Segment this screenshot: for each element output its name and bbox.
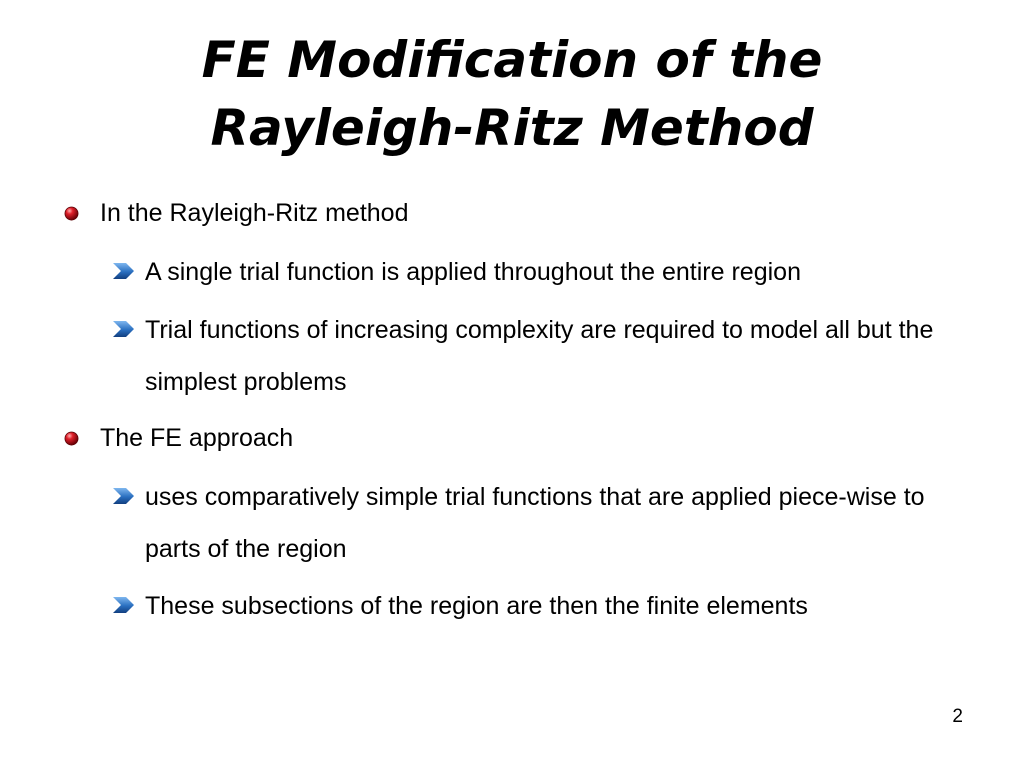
sub-bullet-item	[112, 471, 972, 575]
blue-arrow-bullet-icon	[112, 261, 136, 281]
sub-bullet-text: Trial functions of increasing complexity are required to model all but the simplest problems	[145, 316, 934, 396]
blue-arrow-bullet-icon	[112, 486, 136, 506]
slide-title-line-2: Rayleigh-Ritz Method	[210, 99, 814, 157]
sub-bullet-text: These subsections of the region are then the finite elements	[145, 592, 808, 620]
sub-bullet-text: uses comparatively simple trial functions that are applied piece-wise to parts of the region	[145, 483, 925, 563]
bullet-text: In the Rayleigh-Ritz method	[100, 199, 409, 227]
slide-title	[0, 26, 1024, 162]
blue-arrow-bullet-icon	[112, 595, 136, 615]
red-ball-bullet-icon	[64, 206, 79, 221]
bullet-text: The FE approach	[100, 424, 294, 452]
blue-arrow-bullet-icon	[112, 319, 136, 339]
red-ball-bullet-icon	[64, 431, 79, 446]
sub-bullet-text: A single trial function is applied throughout the entire region	[145, 258, 801, 286]
slide-title-line-1: FE Modification of the	[201, 31, 823, 89]
page-number: 2	[952, 706, 963, 727]
sub-bullet-item	[112, 580, 972, 632]
sub-bullet-item	[112, 304, 972, 408]
sub-bullet-item	[112, 246, 972, 298]
